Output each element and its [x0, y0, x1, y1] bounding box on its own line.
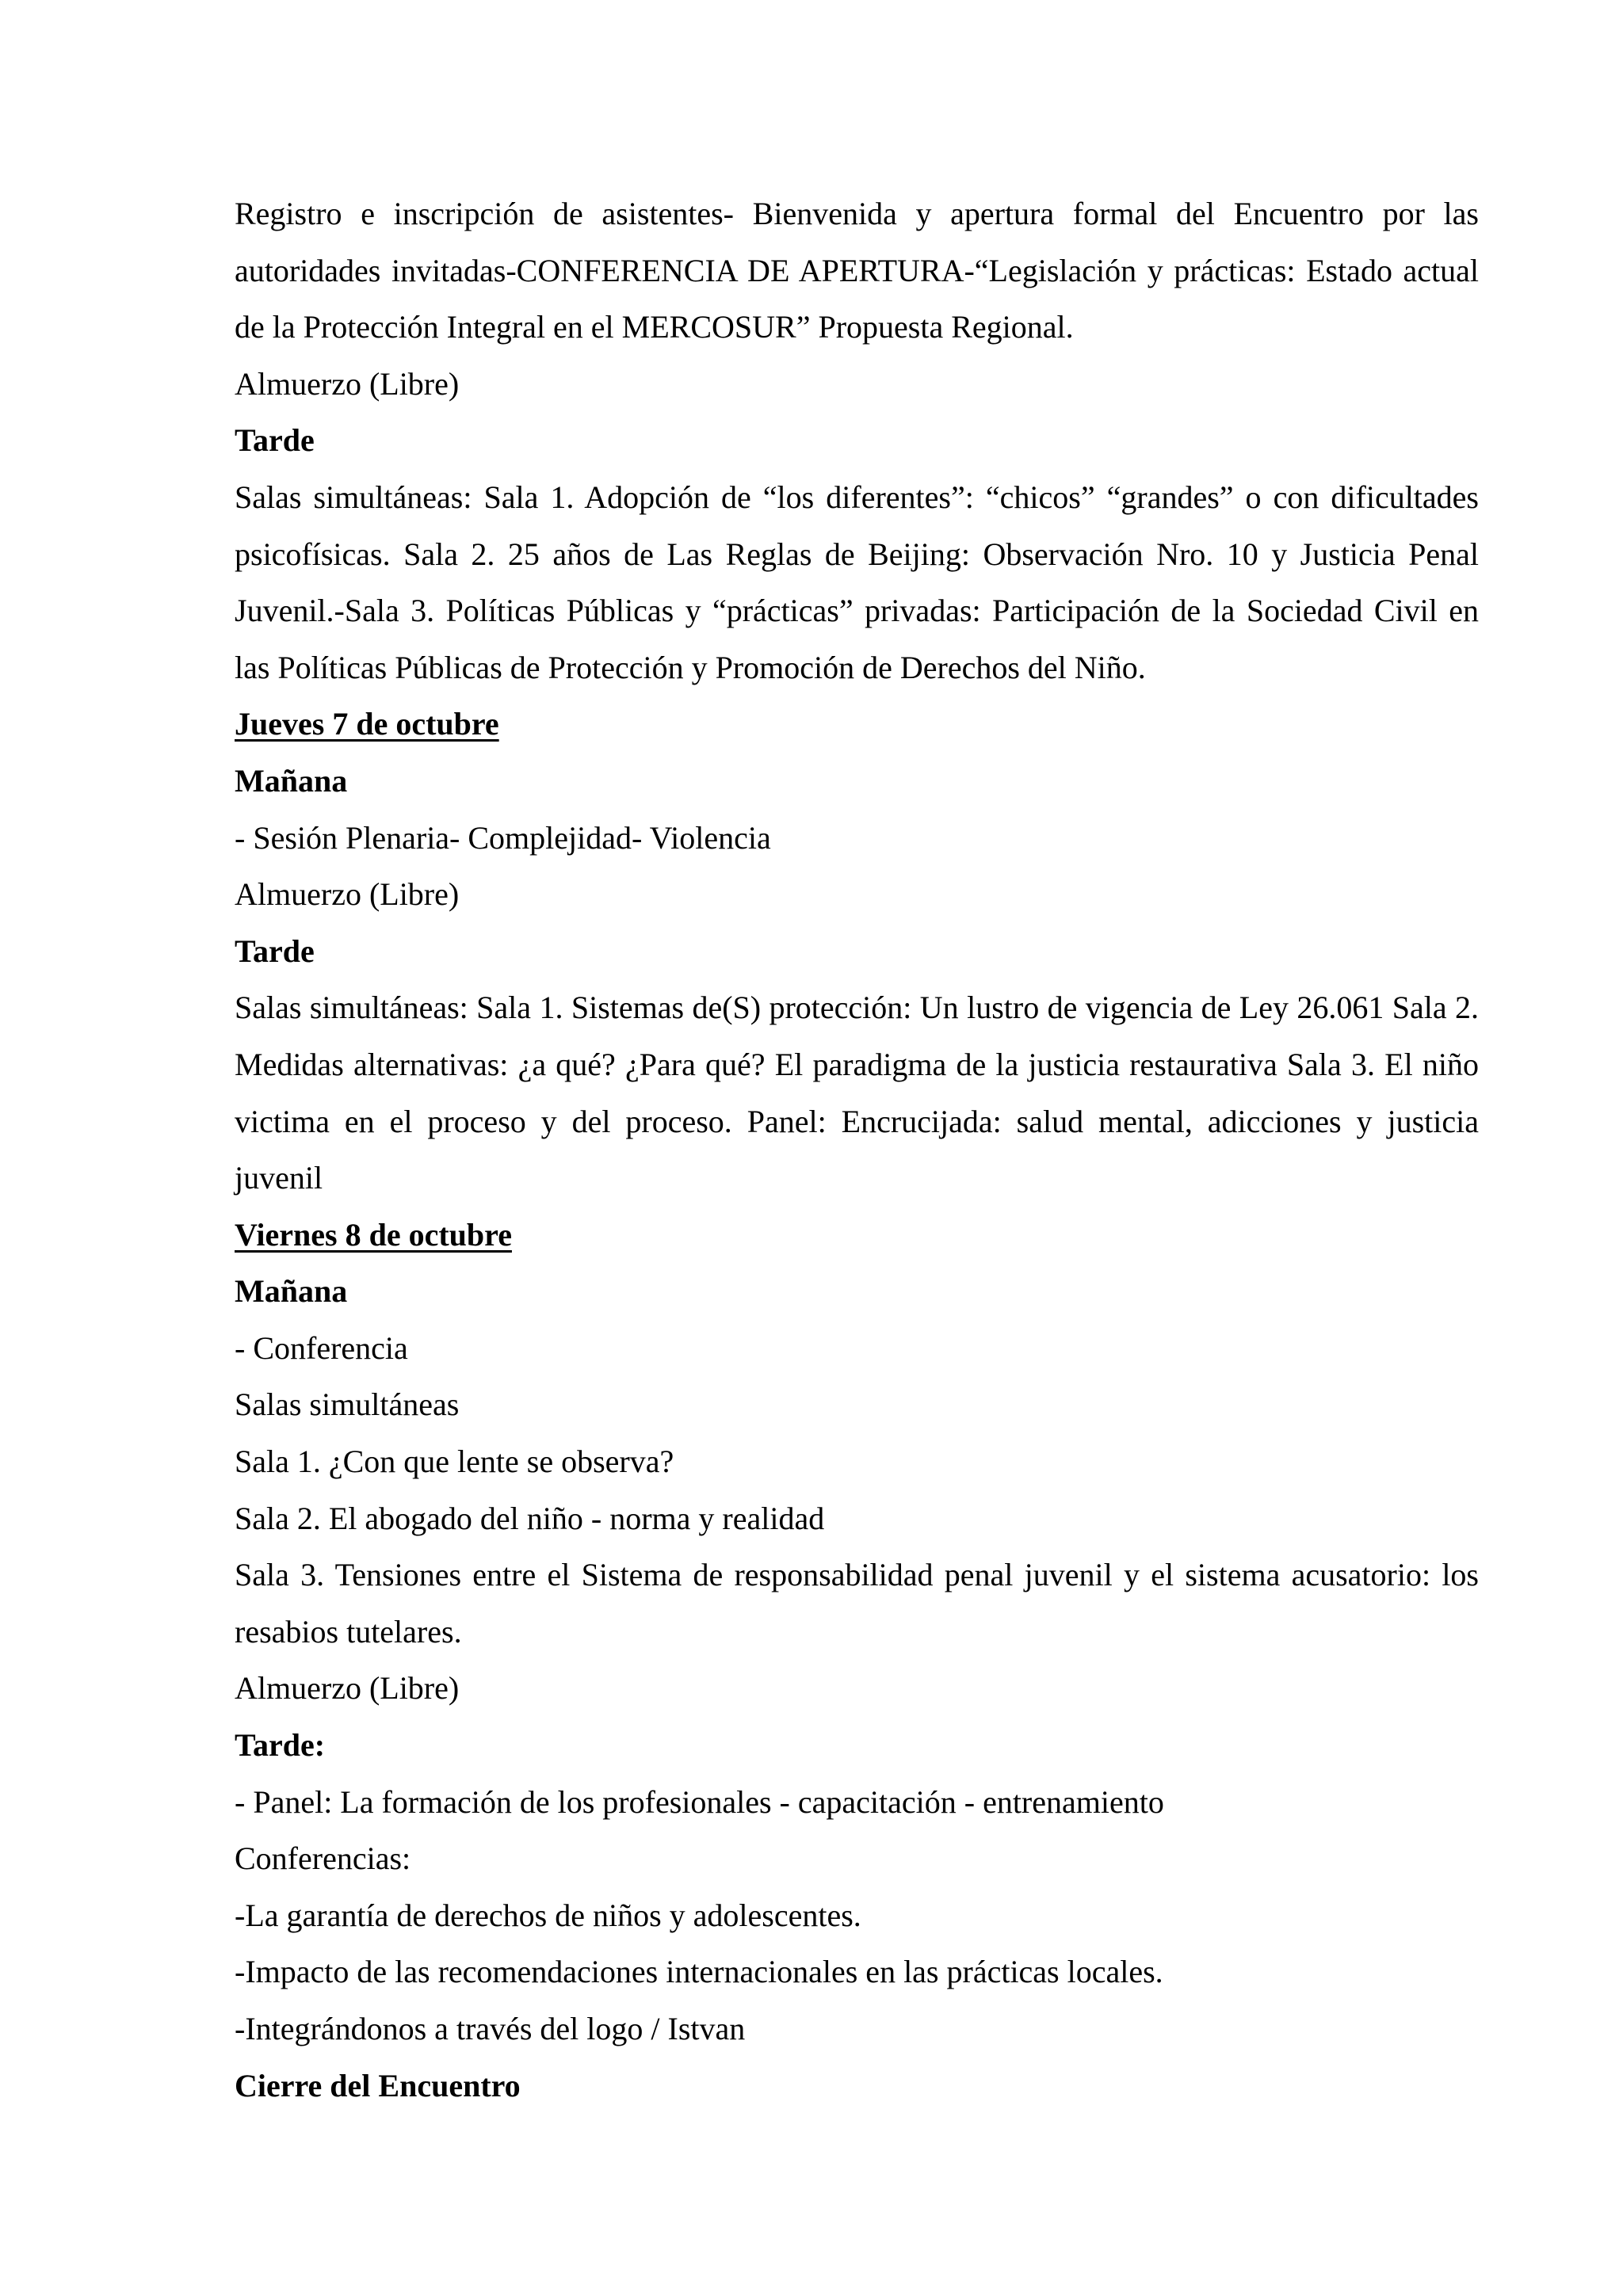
morning-heading: Mañana — [235, 762, 348, 799]
panel-line: - Panel: La formación de los profesionales - capacitación - entrenamiento — [235, 1783, 1164, 1820]
afternoon-heading: Tarde: — [235, 1727, 326, 1764]
room-3-line: Sala 3. Tensiones entre el Sistema de responsabilidad penal juvenil y el sistema acusatorio: los resabios tutelares. — [235, 1557, 1479, 1650]
conferences-label: Conferencias: — [235, 1840, 411, 1877]
lunch-line: Almuerzo (Libre) — [235, 876, 460, 913]
afternoon-heading: Tarde — [235, 933, 315, 969]
conference-line: - Conferencia — [235, 1329, 408, 1366]
plenary-session-line: - Sesión Plenaria- Complejidad- Violencia — [235, 819, 771, 856]
day-heading-thursday: Jueves 7 de octubre — [235, 706, 499, 742]
simultaneous-rooms-paragraph: Salas simultáneas: Sala 1. Sistemas de(S) protección: Un lustro de vigencia de Ley 26.061 Sala 2. Medidas alternativas: ¿a qué? ¿Para qué? El paradigma de la justicia restaurativa Sala 3. El niño victima en el proceso y del proceso. Panel: Encrucijada: salud mental, adicciones y justicia juvenil — [235, 990, 1479, 1196]
closing-heading: Cierre del Encuentro — [235, 2067, 521, 2103]
lunch-line: Almuerzo (Libre) — [235, 365, 460, 402]
morning-heading: Mañana — [235, 1273, 348, 1310]
document-page — [235, 185, 1479, 2114]
lunch-line: Almuerzo (Libre) — [235, 1670, 460, 1707]
intro-paragraph: Registro e inscripción de asistentes- Bienvenida y apertura formal del Encuentro por las autoridades invitadas-CONFERENCIA DE APERTURA-“Legislación y prácticas: Estado actual de la Protección Integral en el MERCOSUR” Propuesta Regional. — [235, 196, 1479, 345]
room-1-line: Sala 1. ¿Con que lente se observa? — [235, 1444, 674, 1480]
simultaneous-rooms-paragraph: Salas simultáneas: Sala 1. Adopción de “los diferentes”: “chicos” “grandes” o con dificultades psicofísicas. Sala 2. 25 años de Las Reglas de Beijing: Observación Nro. 10 y Justicia Penal Juvenil.-Sala 3. Políticas Públicas y “prácticas” privadas: Participación de la Sociedad Civil en las Políticas Públicas de Protección y Promoción de Derechos del Niño. — [235, 479, 1479, 685]
conference-item: -Integrándonos a través del logo / Istvan — [235, 2011, 746, 2046]
conference-item: -Impacto de las recomendaciones internacionales en las prácticas locales. — [235, 1954, 1163, 1990]
simultaneous-rooms-heading: Salas simultáneas — [235, 1386, 460, 1423]
afternoon-heading: Tarde — [235, 422, 315, 459]
day-heading-friday: Viernes 8 de octubre — [235, 1216, 512, 1253]
room-2-line: Sala 2. El abogado del niño - norma y realidad — [235, 1500, 825, 1536]
conference-item: -La garantía de derechos de niños y adolescentes. — [235, 1897, 861, 1933]
